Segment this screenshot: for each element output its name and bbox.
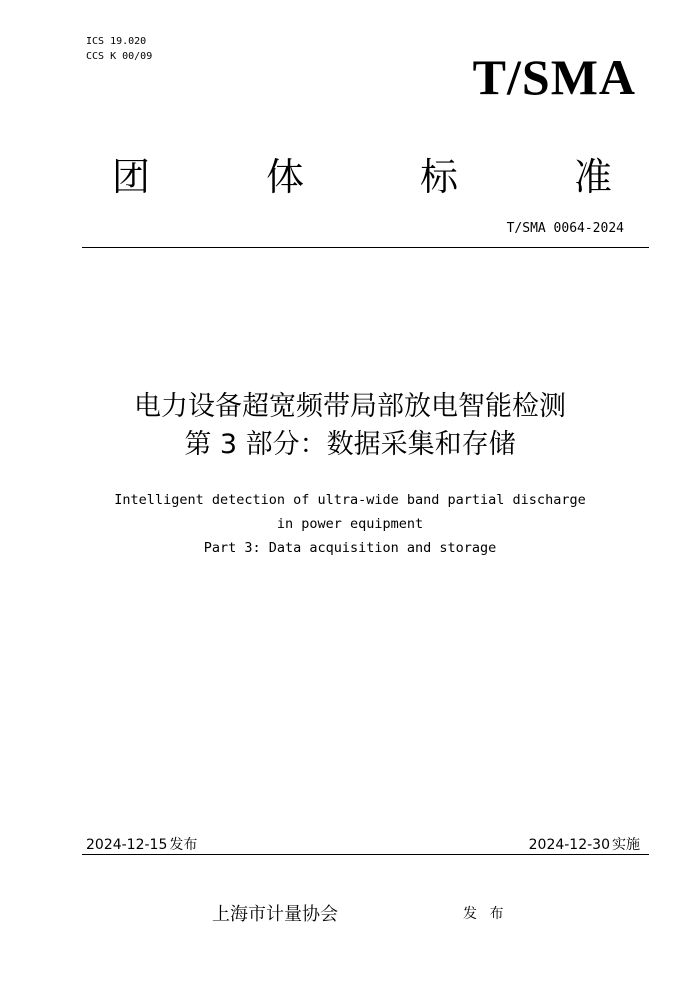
standard-type-char: 准 — [573, 155, 612, 199]
issue-date: 2024-12-15 — [86, 837, 168, 853]
implement-date-block — [529, 834, 640, 854]
publisher-name: 上海市计量协会 — [212, 904, 338, 925]
title-en-line1: Intelligent detection of ultra-wide band partial discharge — [114, 492, 586, 508]
issue-date-block — [86, 834, 197, 854]
implement-label: 实施 — [612, 837, 640, 853]
publish-label: 发 布 — [463, 906, 508, 922]
issue-label: 发布 — [169, 837, 198, 853]
footer-divider — [82, 854, 649, 855]
classification-codes — [86, 34, 152, 64]
standard-logo: T/SMA — [472, 49, 636, 105]
title-cn-line2: 第 3 部分：数据采集和存储 — [184, 429, 516, 460]
standard-type-char: 标 — [419, 155, 458, 199]
title-en-line3: Part 3: Data acquisition and storage — [203, 540, 497, 556]
standard-type-heading — [112, 146, 612, 201]
standard-type-char: 团 — [112, 155, 151, 199]
ccs-code: CCS K 00/09 — [86, 51, 153, 62]
ics-code: ICS 19.020 — [86, 36, 147, 47]
title-en-line2: in power equipment — [276, 516, 424, 532]
standard-type-char: 体 — [265, 155, 304, 199]
standard-number: T/SMA 0064-2024 — [506, 221, 624, 236]
header-divider — [82, 247, 649, 248]
implement-date: 2024-12-30 — [528, 837, 610, 853]
title-cn-line1: 电力设备超宽频带局部放电智能检测 — [134, 391, 566, 422]
